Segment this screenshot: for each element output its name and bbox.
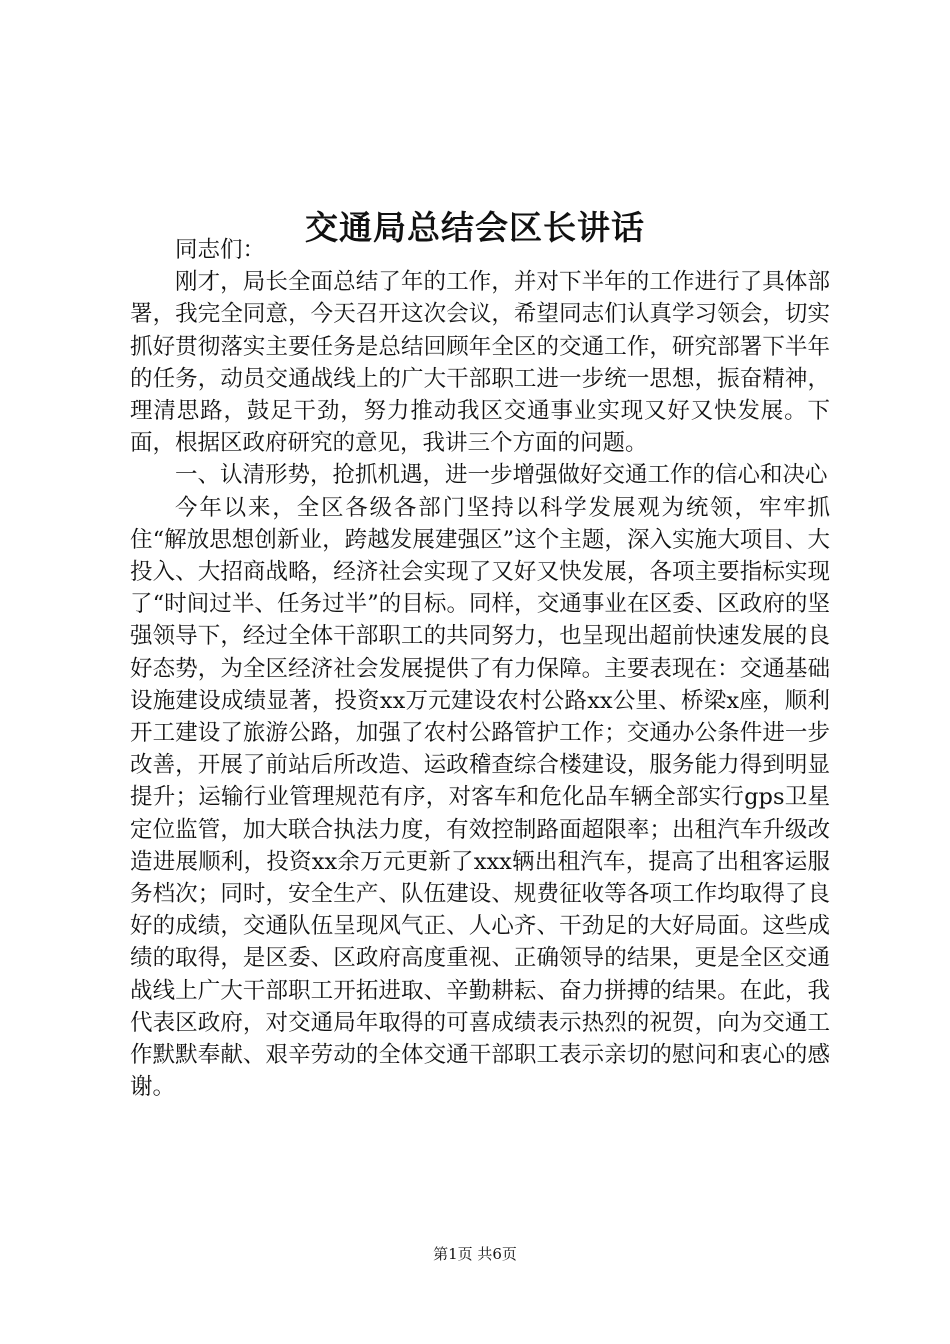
salutation-paragraph: 同志们：	[175, 237, 266, 263]
section-heading: 一、认清形势，抢抓机遇，进一步增强做好交通工作的信心和决心	[175, 462, 828, 489]
document-title: 交通局总结会区长讲话	[305, 208, 645, 248]
document-body	[130, 234, 830, 1103]
body-paragraph: 今年以来，全区各级各部门坚持以科学发展观为统领，牢牢抓住“解放思想创新业，跨越发展建强区”这个主题，深入实施大项目、大投入、大招商战略，经济社会实现了又好又快发展，各项主要指标实现了“时间过半、任务过半”的目标。同样，交通事业在区委、区政府的坚强领导下，经过全体干部职工的共同努力，也呈现出超前快速发展的良好态势，为全区经济社会发展提供了有力保障。主要表现在：交通基础设施建设成绩显著，投资xx万元建设农村公路xx公里、桥梁x座，顺利开工建设了旅游公路，加强了农村公路管护工作；交通办公条件进一步改善，开展了前站后所改造、运政稽查综合楼建设，服务能力得到明显提升；运输行业管理规范有序，对客车和危化品车辆全部实行gps卫星定位监管，加大联合执法力度，有效控制路面超限率；出租汽车升级改造进展顺利，投资xx余万元更新了xxx辆出租汽车，提高了出租客运服务档次；同时，安全生产、队伍建设、规费征收等各项工作均取得了良好的成绩，交通队伍呈现风气正、人心齐、干劲足的大好局面。这些成绩的取得，是区委、区政府高度重视、正确领导的结果，更是全区交通战线上广大干部职工开拓进取、辛勤耕耘、奋力拼搏的结果。在此，我代表区政府，对交通局年取得的可喜成绩表示热烈的祝贺，向为交通工作默默奉献、艰辛劳动的全体交通干部职工表示亲切的慰问和衷心的感谢。	[130, 494, 830, 1101]
page-number-footer: 第1页 共6页	[433, 1245, 517, 1263]
intro-paragraph: 刚才，局长全面总结了年的工作，并对下半年的工作进行了具体部署，我完全同意，今天召开这次会议，希望同志们认真学习领会，切实抓好贯彻落实主要任务是总结回顾年全区的交通工作，研究部署下半年的任务，动员交通战线上的广大干部职工进一步统一思想，振奋精神，理清思路，鼓足干劲，努力推动我区交通事业实现又好又快发展。下面，根据区政府研究的意见，我讲三个方面的问题。	[130, 269, 830, 457]
